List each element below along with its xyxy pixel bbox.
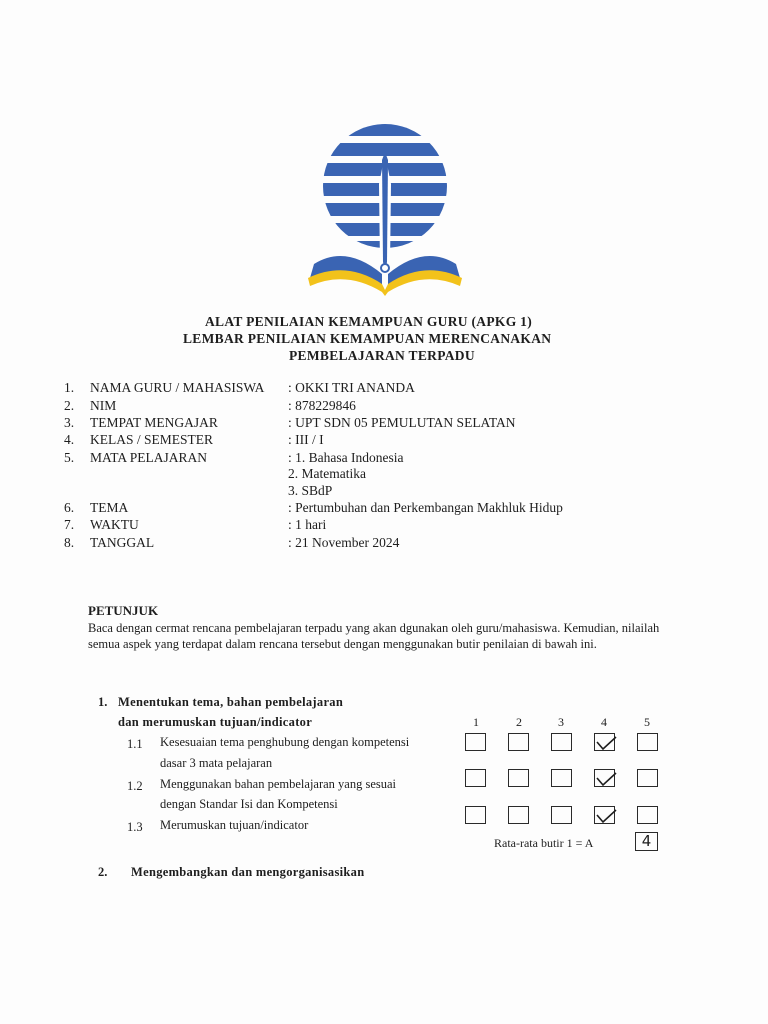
item-number: 1.3 xyxy=(127,820,143,834)
average-label: Rata-rata butir 1 = A xyxy=(494,836,594,850)
item-number: 1.1 xyxy=(127,737,143,751)
section-1-title-line-2: dan merumuskan tujuan/indicator xyxy=(118,715,313,729)
rating-checkbox-checked[interactable] xyxy=(594,806,615,824)
average-score-box: 4 xyxy=(635,832,658,851)
rating-checkbox[interactable] xyxy=(637,806,658,824)
rating-checkbox[interactable] xyxy=(508,769,529,787)
item-text: Menggunakan bahan pembelajaran yang sesuai xyxy=(160,777,397,791)
item-text: dengan Standar Isi dan Kompetensi xyxy=(160,797,338,811)
scale-label: 2 xyxy=(516,715,522,729)
rating-checkbox[interactable] xyxy=(637,769,658,787)
rating-checkbox-checked[interactable] xyxy=(594,769,615,787)
scale-label: 4 xyxy=(601,715,607,729)
rating-checkbox[interactable] xyxy=(465,806,486,824)
item-text: Merumuskan tujuan/indicator xyxy=(160,818,309,832)
heading-line-2: LEMBAR PENILAIAN KEMAMPUAN MERENCANAKAN xyxy=(183,331,552,346)
rating-checkbox[interactable] xyxy=(551,806,572,824)
scale-label: 3 xyxy=(558,715,564,729)
rating-checkbox[interactable] xyxy=(551,733,572,751)
section-1-title-line-1: Menentukan tema, bahan pembelajaran xyxy=(118,695,344,709)
item-text: dasar 3 mata pelajaran xyxy=(160,756,273,770)
rating-checkbox[interactable] xyxy=(637,733,658,751)
petunjuk-text: Baca dengan cermat rencana pembelajaran terpadu yang akan dgunakan oleh guru/mahasiswa. Kemudian, nilailah semua aspek yang terdapat dalam rencana tersebut dengan menggunakan butir penilaian di bawah ini. xyxy=(88,621,660,651)
item-number: 1.2 xyxy=(127,779,143,793)
scale-label: 1 xyxy=(473,715,479,729)
rating-checkbox[interactable] xyxy=(465,733,486,751)
ut-logo xyxy=(306,124,464,300)
item-text: Kesesuaian tema penghubung dengan kompetensi xyxy=(160,735,410,749)
rating-checkbox[interactable] xyxy=(551,769,572,787)
rating-checkbox[interactable] xyxy=(465,769,486,787)
rating-checkbox[interactable] xyxy=(508,806,529,824)
section-1-number: 1. xyxy=(98,695,108,709)
scale-label: 5 xyxy=(644,715,650,729)
heading-line-1: ALAT PENILAIAN KEMAMPUAN GURU (APKG 1) xyxy=(205,314,533,329)
rating-checkbox[interactable] xyxy=(508,733,529,751)
rating-checkbox-checked[interactable] xyxy=(594,733,615,751)
section-2-number: 2. xyxy=(98,865,108,879)
section-2-title: Mengembangkan dan mengorganisasikan xyxy=(131,865,365,879)
heading-line-3: PEMBELAJARAN TERPADU xyxy=(289,348,475,363)
petunjuk-title: PETUNJUK xyxy=(88,603,159,618)
